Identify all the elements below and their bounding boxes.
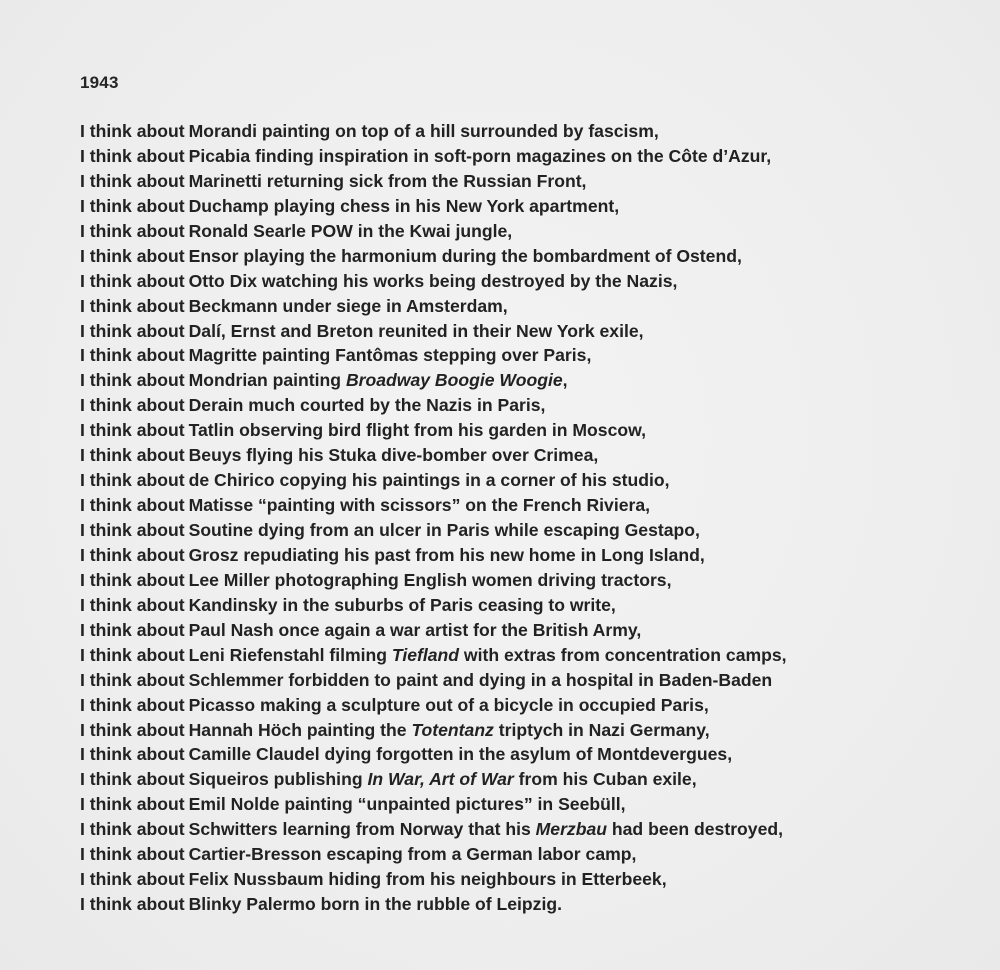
line-text: Magritte painting Fantômas stepping over Paris,: [188, 345, 592, 366]
line-text: Ensor playing the harmonium during the bombardment of Ostend,: [188, 245, 742, 266]
line-lead-phrase: I think about: [80, 594, 185, 615]
line-lead-phrase: I think about: [80, 719, 185, 740]
statement-line: [80, 867, 960, 892]
line-lead-phrase: I think about: [80, 220, 185, 241]
line-lead-phrase: I think about: [80, 844, 185, 865]
statement-line: [80, 792, 960, 817]
line-lead-phrase: I think about: [80, 370, 185, 391]
line-lead-phrase: I think about: [80, 819, 185, 840]
line-lead-phrase: I think about: [80, 520, 185, 540]
line-lead-phrase: I think about: [80, 569, 185, 590]
line-text: ,: [562, 370, 568, 391]
statement-line: [80, 742, 960, 767]
line-text: Marinetti returning sick from the Russian Front,: [188, 170, 587, 191]
statement-line: [80, 892, 960, 917]
line-text: Otto Dix watching his works being destroyed by the Nazis,: [188, 270, 678, 291]
line-text: Picabia finding inspiration in soft-porn magazines on the Côte d’Azur,: [188, 145, 772, 166]
line-lead-phrase: I think about: [80, 395, 185, 416]
line-text: Paul Nash once again a war artist for the British Army,: [188, 619, 642, 640]
statement-line: [80, 194, 960, 219]
line-text: Picasso making a sculpture out of a bicycle in occupied Paris,: [188, 694, 709, 715]
year-heading: 1943: [80, 73, 119, 92]
line-lead-phrase: I think about: [80, 420, 185, 441]
line-lead-phrase: I think about: [80, 794, 185, 815]
line-text: Grosz repudiating his past from his new home in Long Island,: [188, 544, 705, 565]
statement-line: [80, 817, 960, 842]
line-lead-phrase: I think about: [80, 619, 185, 640]
statement-line: [80, 593, 960, 618]
line-lead-phrase: I think about: [80, 145, 185, 166]
statement-line: [80, 219, 960, 244]
statement-line: [80, 842, 960, 867]
line-lead-phrase: I think about: [80, 470, 185, 491]
line-text: Felix Nussbaum hiding from his neighbours in Etterbeek,: [188, 869, 667, 890]
line-text: Leni Riefenstahl filming: [188, 644, 392, 665]
line-title-italic: Merzbau: [535, 819, 608, 840]
line-title-italic: Tiefland: [391, 644, 460, 665]
line-lead-phrase: I think about: [80, 245, 185, 266]
statement-line: [80, 618, 960, 643]
line-title-italic: In War, Art of War: [367, 769, 514, 790]
statement-line: [80, 294, 960, 319]
line-lead-phrase: I think about: [80, 270, 185, 291]
statement-line: [80, 568, 960, 593]
statement-line: [80, 343, 960, 368]
line-lead-phrase: I think about: [80, 644, 185, 665]
line-text: Beckmann under siege in Amsterdam,: [188, 295, 508, 316]
line-text: from his Cuban exile,: [513, 769, 697, 790]
line-text: Hannah Höch painting the: [188, 719, 412, 740]
line-lead-phrase: I think about: [80, 445, 185, 466]
line-text: Beuys flying his Stuka dive-bomber over Crimea,: [188, 445, 599, 466]
line-lead-phrase: I think about: [80, 345, 185, 366]
line-text: Mondrian painting: [188, 370, 346, 391]
statement-list: [80, 119, 960, 917]
line-text: Duchamp playing chess in his New York apartment,: [188, 195, 620, 216]
line-text: had been destroyed,: [607, 819, 783, 840]
line-text: with extras from concentration camps,: [459, 644, 787, 665]
statement-line: [80, 119, 960, 144]
statement-line: [80, 269, 960, 294]
statement-line: [80, 668, 960, 693]
statement-line: [80, 418, 960, 443]
line-lead-phrase: I think about: [80, 495, 185, 516]
line-title-italic: Broadway Boogie Woogie: [345, 370, 563, 391]
statement-line: [80, 718, 960, 743]
statement-line: [80, 169, 960, 194]
line-text: Derain much courted by the Nazis in Paris,: [188, 395, 546, 416]
line-text: Soutine dying from an ulcer in Paris while escaping Gestapo,: [188, 520, 700, 540]
line-lead-phrase: I think about: [80, 544, 185, 565]
statement-line: [80, 693, 960, 718]
line-text: Blinky Palermo born in the rubble of Leipzig.: [188, 894, 562, 915]
statement-line: [80, 393, 960, 418]
statement-line: [80, 493, 960, 518]
line-text: Ronald Searle POW in the Kwai jungle,: [188, 220, 513, 241]
statement-line: [80, 518, 960, 543]
statement-line: [80, 767, 960, 792]
statement-line: [80, 468, 960, 493]
line-text: Morandi painting on top of a hill surrounded by fascism,: [188, 121, 659, 141]
line-text: Siqueiros publishing: [188, 769, 368, 790]
statement-line: [80, 543, 960, 568]
statement-line: [80, 244, 960, 269]
line-lead-phrase: I think about: [80, 744, 185, 765]
statement-line: [80, 144, 960, 169]
line-text: Cartier-Bresson escaping from a German labor camp,: [188, 844, 637, 865]
line-text: Schlemmer forbidden to paint and dying in a hospital in Baden-Baden: [188, 669, 773, 690]
line-text: Lee Miller photographing English women driving tractors,: [188, 569, 672, 590]
statement-line: [80, 643, 960, 668]
line-text: Emil Nolde painting “unpainted pictures” in Seebüll,: [188, 794, 626, 815]
line-lead-phrase: I think about: [80, 694, 185, 715]
line-lead-phrase: I think about: [80, 894, 185, 915]
line-lead-phrase: I think about: [80, 295, 185, 316]
line-text: Matisse “painting with scissors” on the French Riviera,: [188, 495, 651, 516]
line-text: de Chirico copying his paintings in a corner of his studio,: [188, 470, 670, 491]
line-text: Dalí, Ernst and Breton reunited in their New York exile,: [188, 320, 644, 341]
statement-line: [80, 319, 960, 344]
line-lead-phrase: I think about: [80, 195, 185, 216]
line-lead-phrase: I think about: [80, 669, 185, 690]
line-lead-phrase: I think about: [80, 121, 185, 141]
line-text: triptych in Nazi Germany,: [493, 719, 710, 740]
line-text: Tatlin observing bird flight from his garden in Moscow,: [188, 420, 647, 441]
line-lead-phrase: I think about: [80, 170, 185, 191]
line-text: Camille Claudel dying forgotten in the asylum of Montdevergues,: [188, 744, 733, 765]
line-lead-phrase: I think about: [80, 320, 185, 341]
line-text: Schwitters learning from Norway that his: [188, 819, 536, 840]
line-lead-phrase: I think about: [80, 869, 185, 890]
line-lead-phrase: I think about: [80, 769, 185, 790]
line-text: Kandinsky in the suburbs of Paris ceasing to write,: [188, 594, 616, 615]
line-title-italic: Totentanz: [411, 719, 494, 740]
statement-line: [80, 368, 960, 393]
statement-line: [80, 443, 960, 468]
